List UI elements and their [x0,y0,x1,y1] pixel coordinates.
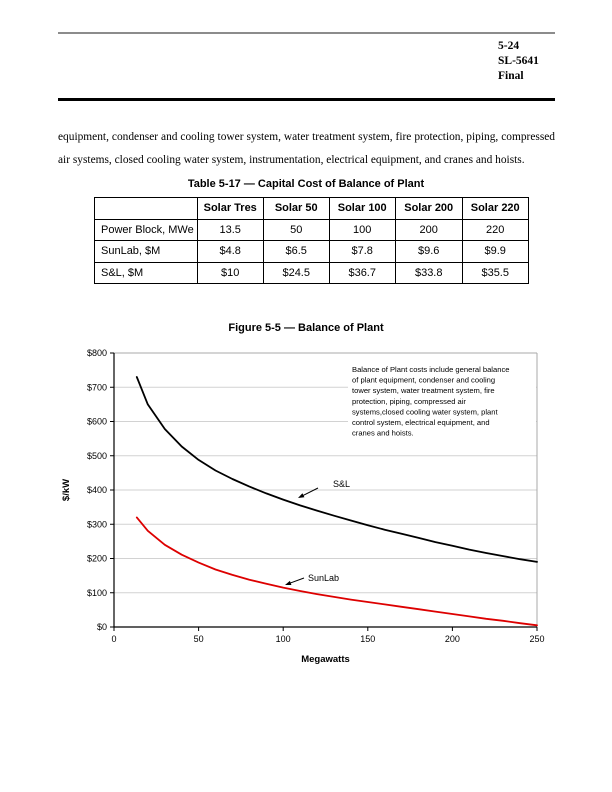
table-cell: $35.5 [462,262,528,284]
series-label-1: SunLab [308,573,340,583]
annotation-line: cranes and hoists. [352,428,414,438]
annotation-line: systems,closed cooling water system, plant [352,407,498,417]
header-bottom-rule [58,98,555,101]
y-tick-label: $600 [86,416,107,427]
x-tick-label: 50 [193,634,204,644]
column-header: Solar 200 [395,198,462,220]
table-cell: $7.8 [329,241,395,263]
column-header: Solar 50 [263,198,329,220]
table-cell: $4.8 [197,241,263,263]
capital-cost-table [94,197,529,284]
table-cell: $24.5 [263,262,329,284]
body-paragraph: equipment, condenser and cooling tower system, water treatment system, fire protection, piping, compressed air systems, closed cooling water system, instrumentation, electrical equipment, and cranes and hoists. [58,131,555,166]
series-label-0: S&L [333,479,351,489]
header-status: Final [498,70,524,83]
balance-of-plant-chart [50,340,562,685]
table-title: Table 5-17 — Capital Cost of Balance of Plant [187,178,425,190]
table-cell: $10 [197,262,263,284]
table-cell: $36.7 [329,262,395,284]
y-tick-label: $300 [86,519,107,530]
table-cell: $33.8 [395,262,462,284]
x-tick-label: 0 [111,634,117,644]
page-header [498,39,539,85]
column-header: Solar 220 [462,198,528,220]
corner-cell [95,198,198,220]
table-cell: $6.5 [263,241,329,263]
annotation-line: Balance of Plant costs include general balance [352,365,510,374]
table-cell: 50 [263,219,329,241]
x-axis-title: Megawatts [301,654,350,665]
annotation-line: of plant equipment, condenser and cooling [352,375,496,385]
table-cell: 100 [329,219,395,241]
header-doc-number: SL-5641 [498,55,539,68]
table-cell: $9.6 [395,241,462,263]
header-top-rule [58,32,555,34]
y-axis-title: $/kW [61,478,72,502]
row-label: Power Block, MWe [95,219,198,241]
series-curve-1 [137,517,537,625]
annotation-line: protection, piping, compressed air [352,396,466,406]
series-arrow-head-1 [285,581,291,585]
y-tick-label: $400 [86,485,107,495]
table-cell: 220 [462,219,528,241]
header-page-number: 5-24 [498,40,520,52]
table-row [95,219,529,241]
column-header: Solar 100 [329,198,395,220]
y-tick-label: $500 [86,450,107,461]
table-row [95,241,529,263]
table-row [95,262,529,284]
row-label: S&L, $M [95,262,198,284]
x-tick-label: 200 [444,634,460,644]
x-tick-label: 250 [529,634,545,644]
figure-title: Figure 5-5 — Balance of Plant [228,322,384,334]
y-tick-label: $200 [86,553,107,564]
series-arrow-head-0 [298,493,304,498]
y-tick-label: $0 [96,622,107,632]
annotation-line: control system, electrical equipment, and [352,418,490,427]
y-tick-label: $800 [86,348,107,358]
x-tick-label: 150 [360,634,376,644]
row-label: SunLab, $M [95,241,198,263]
annotation-line: tower system, water treatment system, fire [352,386,495,396]
y-tick-label: $100 [86,587,107,598]
table-cell: $9.9 [462,241,528,263]
table-cell: 13.5 [197,219,263,241]
table-cell: 200 [395,219,462,241]
x-tick-label: 100 [275,634,291,644]
column-header: Solar Tres [197,198,263,220]
table-header-row [95,198,529,220]
y-tick-label: $700 [86,382,107,393]
